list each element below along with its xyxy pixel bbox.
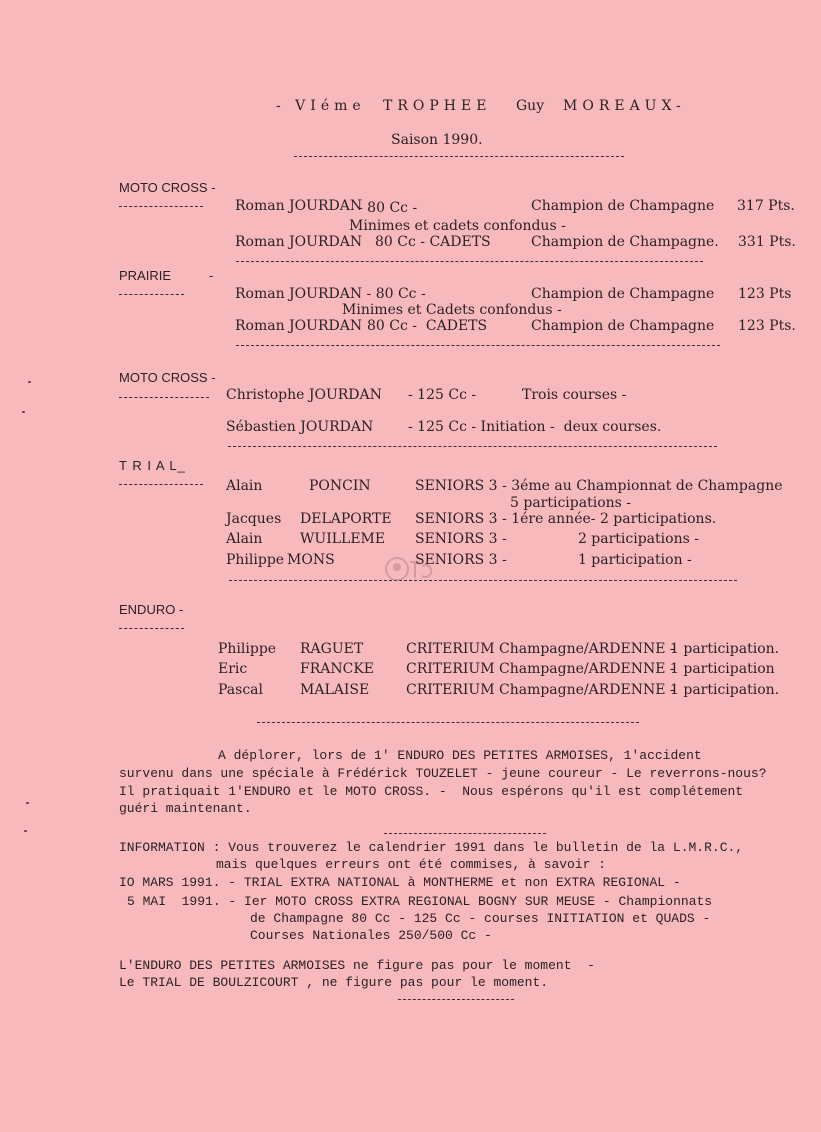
rider-last-name: WUILLEME xyxy=(300,531,386,547)
heading-underline xyxy=(119,484,203,485)
event-name: CRITERIUM Champagne/ARDENNE - xyxy=(406,682,675,698)
title-trophy: TROPHEE xyxy=(383,98,492,114)
rider-detail: 5 participations - xyxy=(510,495,632,511)
rider-title: Champion de Champagne xyxy=(531,198,715,214)
separator xyxy=(294,156,624,157)
information-line: de Champagne 80 Cc - 125 Cc - courses INITIATION et QUADS - xyxy=(250,911,711,926)
section-heading-motocross: MOTO CROSS - xyxy=(119,180,216,195)
information-line: IO MARS 1991. - TRIAL EXTRA NATIONAL à MONTHERME et non EXTRA REGIONAL - xyxy=(119,875,681,890)
rider-name: Sébastien JOURDAN xyxy=(226,419,374,435)
rider-detail: SENIORS 3 - 1 participation - xyxy=(415,552,692,568)
rider-first-name: Alain xyxy=(226,478,263,494)
paragraph-line: Il pratiquait 1'ENDURO et le MOTO CROSS. - Nous espérons qu'il est complétement xyxy=(119,784,744,799)
separator xyxy=(236,261,703,262)
rider-last-name: FRANCKE xyxy=(300,661,375,677)
rider-class: - 125 Cc - Initiation - deux courses. xyxy=(408,419,662,435)
rider-name: Roman JOURDAN xyxy=(235,198,363,214)
title-name: MOREAUX- xyxy=(563,98,686,114)
rider-title: Champion de Champagne. xyxy=(531,234,719,250)
rider-title: Champion de Champagne xyxy=(531,286,715,302)
separator xyxy=(257,722,639,723)
rider-first-name: Pascal xyxy=(218,682,263,698)
paper-speck xyxy=(24,830,27,832)
rider-first-name: Alain xyxy=(226,531,263,547)
rider-last-name: MONS xyxy=(287,552,335,568)
heading-underline xyxy=(119,397,209,398)
rider-name: Roman JOURDAN - 80 Cc - xyxy=(235,286,426,302)
separator xyxy=(229,580,737,581)
paper-speck xyxy=(22,411,25,413)
rider-name: Christophe JOURDAN xyxy=(226,387,382,403)
separator xyxy=(236,345,720,346)
rider-detail: Trois courses - xyxy=(522,387,627,403)
section-heading-trial: T R I A L_ xyxy=(119,458,186,473)
section-heading-prairie: PRAIRIE xyxy=(119,268,172,283)
rider-class: - 80 Cc - xyxy=(358,200,418,216)
paper-speck xyxy=(28,381,31,383)
rider-last-name: RAGUET xyxy=(300,641,364,657)
paper-speck xyxy=(26,802,29,804)
event-result: 1 participation. xyxy=(670,641,780,657)
rider-title: Champion de Champagne xyxy=(531,318,715,334)
title-prefix: - VIéme xyxy=(276,98,366,114)
separator xyxy=(398,999,514,1000)
information-line: 5 MAI 1991. - Ier MOTO CROSS EXTRA REGIONAL BOGNY SUR MEUSE - Championnats xyxy=(127,894,713,909)
rider-detail: SENIORS 3 - 1ére année- 2 participations. xyxy=(415,511,717,527)
event-name: CRITERIUM Champagne/ARDENNE - xyxy=(406,661,675,677)
rider-detail: SENIORS 3 - 2 participations - xyxy=(415,531,699,547)
rider-class: 80 Cc - CADETS xyxy=(367,318,488,334)
rider-points: 331 Pts. xyxy=(738,234,796,250)
rider-first-name: Philippe xyxy=(218,641,277,657)
heading-underline xyxy=(119,206,203,207)
event-result: 1 participation. xyxy=(670,682,780,698)
rider-class: - 125 Cc - xyxy=(408,387,477,403)
paragraph-line: guéri maintenant. xyxy=(119,801,252,816)
rider-points: 317 Pts. xyxy=(737,198,795,214)
rider-class: 80 Cc - CADETS xyxy=(375,234,491,250)
event-name: CRITERIUM Champagne/ARDENNE - xyxy=(406,641,675,657)
rider-points: 123 Pts. xyxy=(738,318,796,334)
rider-first-name: Jacques xyxy=(226,511,282,527)
heading-dash: - xyxy=(209,268,214,283)
paragraph-line: A déplorer, lors de 1' ENDURO DES PETITES ARMOISES, 1'accident xyxy=(218,748,702,763)
rider-name: Roman JOURDAN xyxy=(235,234,363,250)
information-line: Courses Nationales 250/500 Cc - xyxy=(250,928,492,943)
faint-stamp-icon xyxy=(382,554,434,584)
event-result: 1 participation xyxy=(670,661,775,677)
rider-name: Roman JOURDAN xyxy=(235,318,363,334)
rider-last-name: MALAISE xyxy=(300,682,370,698)
separator xyxy=(228,446,717,447)
category-note: Minimes et cadets confondus - xyxy=(349,218,566,234)
closing-line: L'ENDURO DES PETITES ARMOISES ne figure pas pour le moment - xyxy=(119,958,595,973)
title-guy: Guy xyxy=(516,98,545,114)
section-heading-enduro: ENDURO - xyxy=(119,602,184,617)
rider-last-name: DELAPORTE xyxy=(300,511,392,527)
heading-underline xyxy=(119,294,184,295)
section-heading-motocross: MOTO CROSS - xyxy=(119,370,216,385)
heading-underline xyxy=(119,628,184,629)
separator xyxy=(384,833,546,834)
information-line: INFORMATION : Vous trouverez le calendrier 1991 dans le bulletin de la L.M.R.C., xyxy=(119,840,744,855)
closing-line: Le TRIAL DE BOULZICOURT , ne figure pas pour le moment. xyxy=(119,975,549,990)
rider-last-name: PONCIN xyxy=(309,478,371,494)
information-line: mais quelques erreurs ont été commises, à savoir : xyxy=(216,857,607,872)
category-note: Minimes et Cadets confondus - xyxy=(342,302,562,318)
rider-detail: SENIORS 3 - 3éme au Championnat de Champagne xyxy=(415,478,783,494)
rider-first-name: Eric xyxy=(218,661,248,677)
paragraph-line: survenu dans une spéciale à Frédérick TOUZELET - jeune coureur - Le reverrons-nous? xyxy=(119,766,767,781)
rider-first-name: Philippe xyxy=(226,552,285,568)
rider-points: 123 Pts xyxy=(738,286,792,302)
season-label: Saison 1990. xyxy=(391,132,483,148)
